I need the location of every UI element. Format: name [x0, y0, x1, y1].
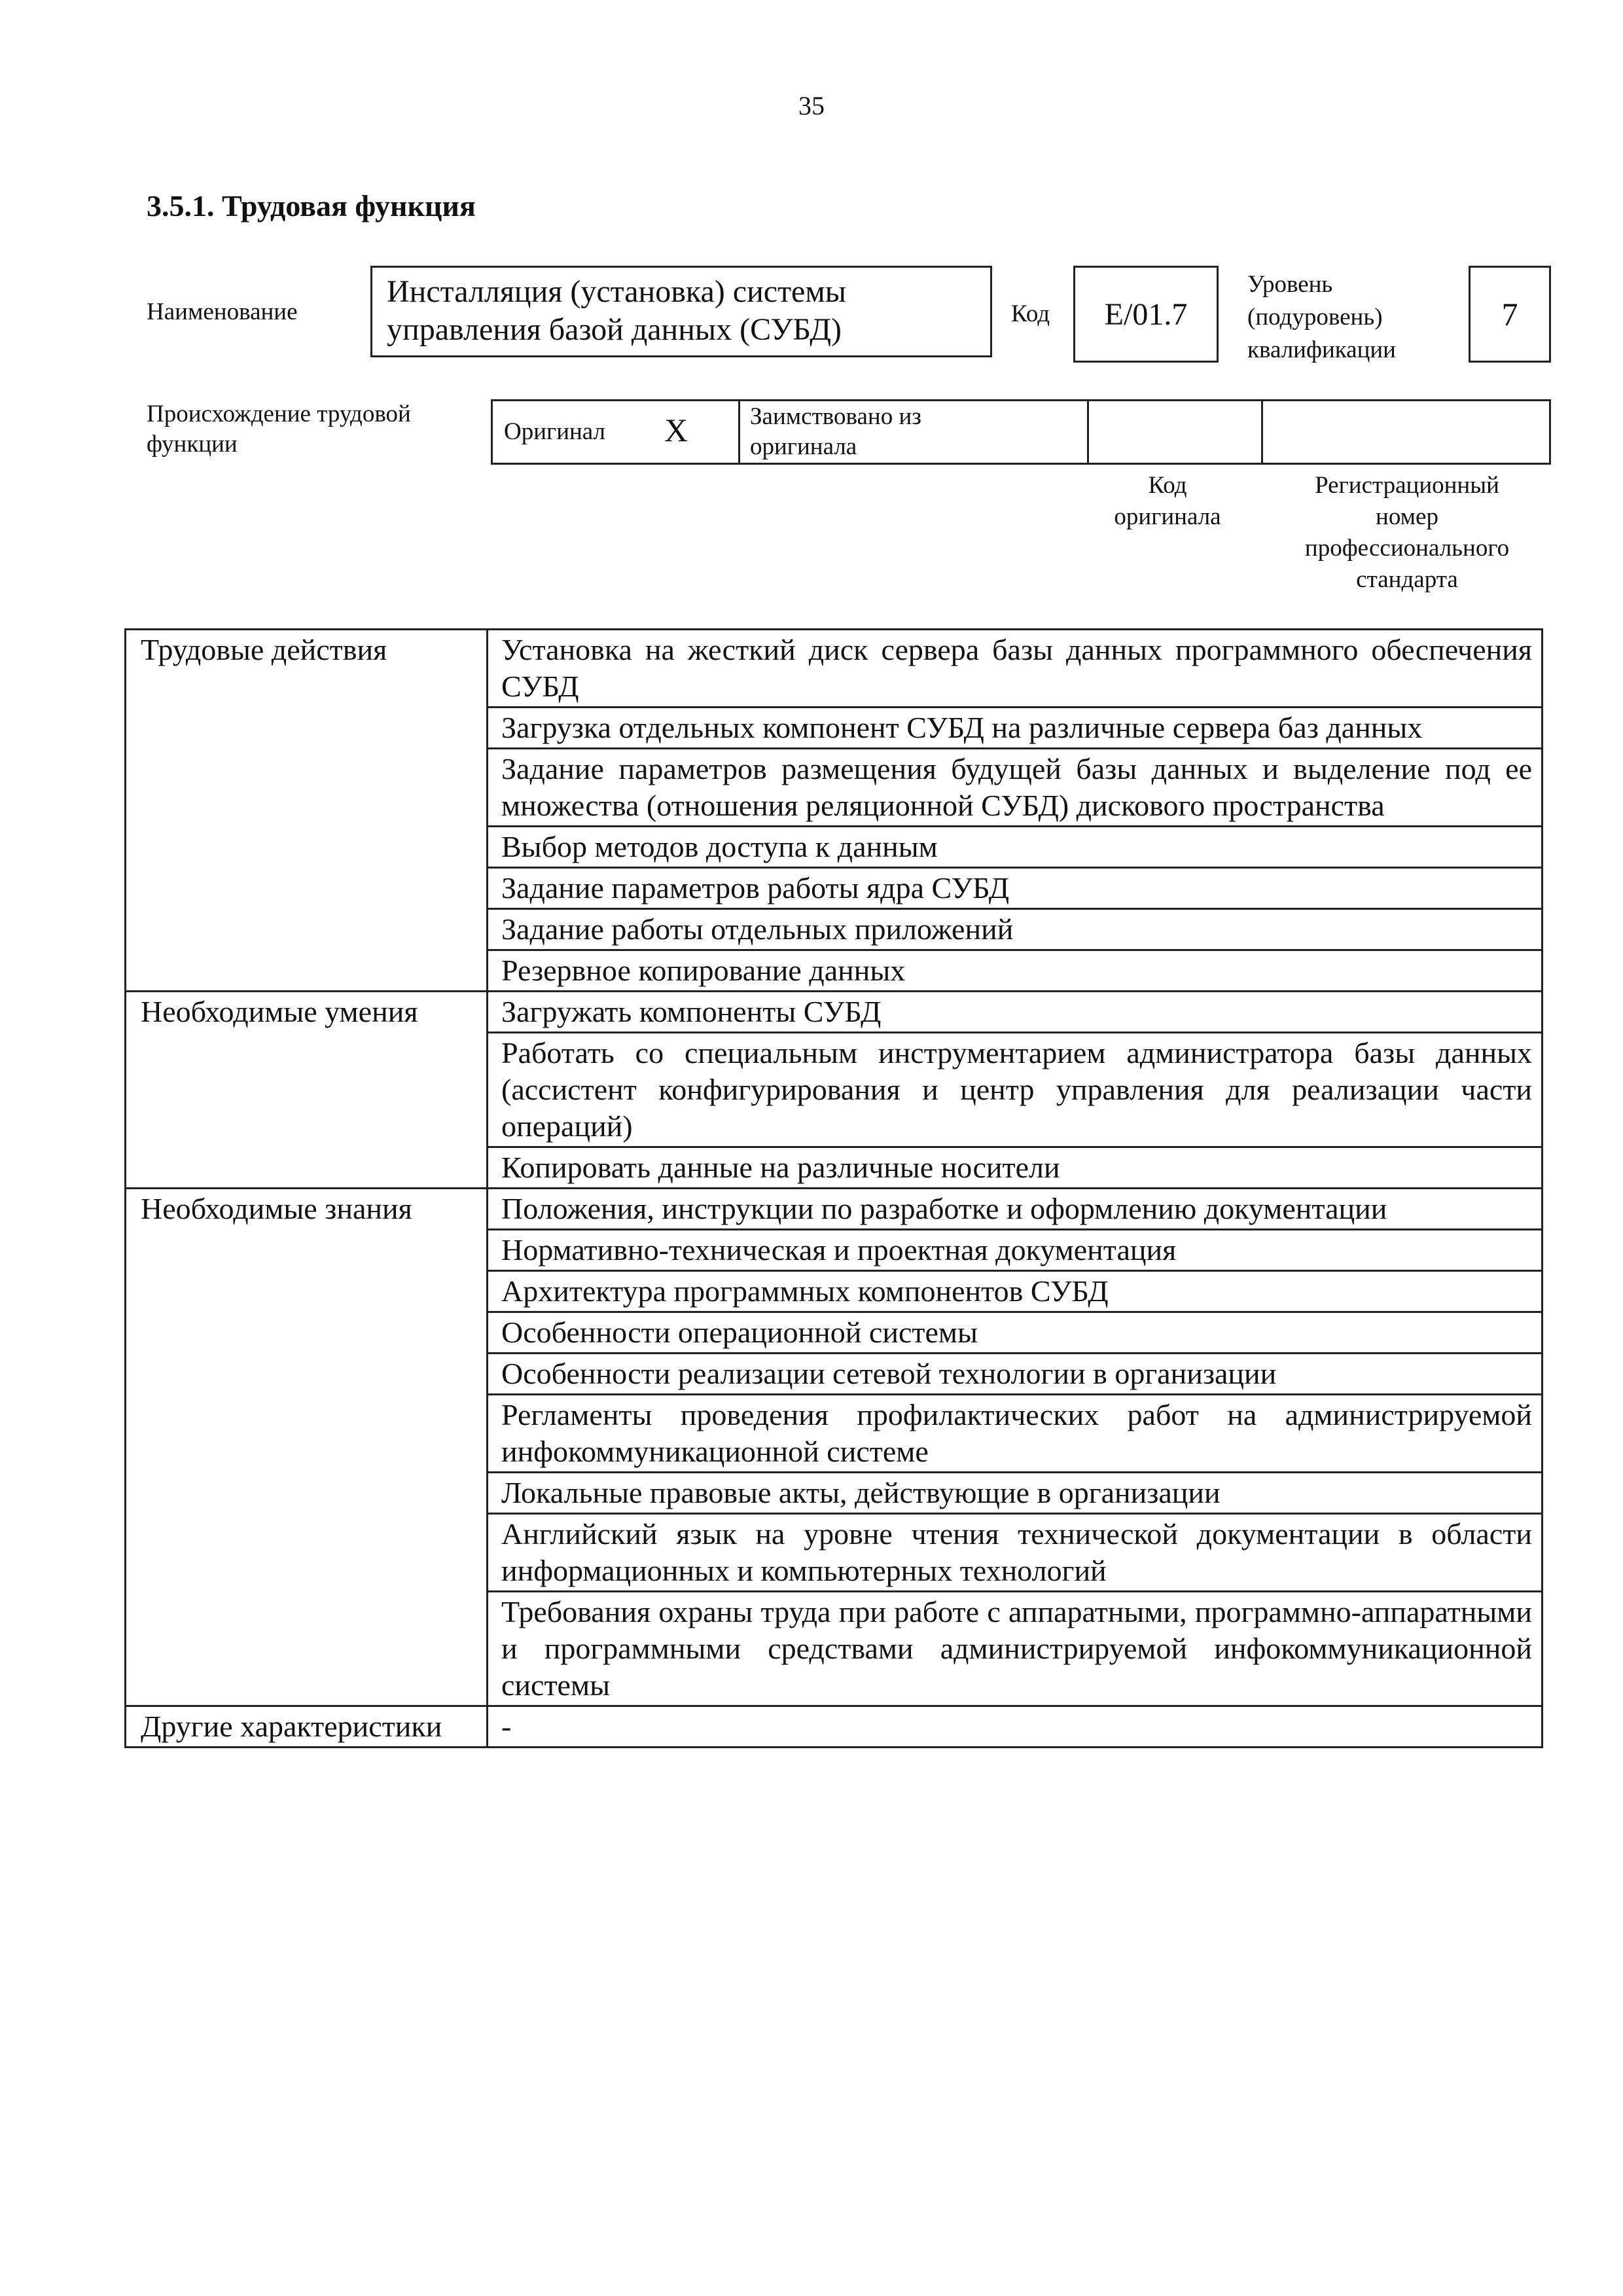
knowledge-item: Английский язык на уровне чтения технической документации в области информационных и компьютерных технологий — [488, 1514, 1543, 1592]
knowledge-item: Особенности операционной системы — [488, 1312, 1543, 1354]
labor-action-item: Задание параметров размещения будущей базы данных и выделение под ее множества (отношения реляционной СУБД) дискового пространства — [488, 749, 1543, 827]
name-label: Наименование — [147, 298, 298, 325]
other-characteristics-label: Другие характеристики — [126, 1706, 488, 1748]
function-name-box — [370, 266, 992, 357]
labor-action-item: Установка на жесткий диск сервера базы данных программного обеспечения СУБД — [488, 630, 1543, 708]
labor-action-item: Резервное копирование данных — [488, 950, 1543, 992]
other-characteristics-value: - — [488, 1706, 1543, 1748]
function-name-line1: Инсталляция (установка) системы — [387, 274, 846, 309]
knowledge-item: Особенности реализации сетевой технологии в организации — [488, 1354, 1543, 1395]
skill-item: Копировать данные на различные носители — [488, 1147, 1543, 1189]
labor-action-item: Задание работы отдельных приложений — [488, 909, 1543, 950]
required-skills-label: Необходимые умения — [126, 992, 488, 1189]
required-knowledge-label: Необходимые знания — [126, 1189, 488, 1706]
caption-reg-line2: номер — [1376, 503, 1438, 530]
caption-reg-line1: Регистрационный — [1315, 472, 1499, 499]
knowledge-item: Нормативно-техническая и проектная документация — [488, 1230, 1543, 1271]
code-label: Код — [1011, 300, 1050, 327]
level-label — [1247, 268, 1396, 367]
section-title: 3.5.1. Трудовая функция — [147, 189, 476, 223]
skill-item: Работать со специальным инструментарием администратора базы данных (ассистент конфигурирования и центр управления для реализации части операций) — [488, 1033, 1543, 1147]
labor-action-item: Загрузка отдельных компонент СУБД на различные сервера баз данных — [488, 708, 1543, 749]
origin-borrowed-line2: оригинала — [750, 433, 857, 460]
labor-action-item: Задание параметров работы ядра СУБД — [488, 868, 1543, 909]
caption-code-line2: оригинала — [1114, 503, 1221, 530]
caption-reg-line4: стандарта — [1356, 566, 1458, 593]
origin-code-cell — [1089, 401, 1263, 463]
knowledge-item: Положения, инструкции по разработке и оформлению документации — [488, 1189, 1543, 1230]
caption-code-line1: Код — [1148, 472, 1187, 499]
level-label-line3: квалификации — [1247, 336, 1396, 363]
caption-registration-number — [1263, 470, 1551, 596]
level-label-line2: (подуровень) — [1247, 304, 1383, 331]
origin-original-mark: X — [664, 412, 688, 448]
origin-label-line2: функции — [147, 431, 238, 457]
labor-actions-label: Трудовые действия — [126, 630, 488, 992]
labor-action-item: Выбор методов доступа к данным — [488, 827, 1543, 868]
code-value-box: E/01.7 — [1073, 266, 1219, 363]
table-row — [126, 992, 1543, 1033]
origin-label — [147, 399, 474, 459]
table-row — [126, 1706, 1543, 1748]
table-row — [126, 1189, 1543, 1230]
knowledge-item: Локальные правовые акты, действующие в организации — [488, 1473, 1543, 1514]
knowledge-item: Архитектура программных компонентов СУБД — [488, 1271, 1543, 1312]
caption-reg-line3: профессионального — [1304, 535, 1510, 562]
origin-borrowed-line1: Заимствовано из — [750, 403, 921, 430]
level-value-box: 7 — [1469, 266, 1551, 363]
knowledge-item: Требования охраны труда при работе с аппаратными, программно-аппаратными и программными средствами администрируемой инфокоммуникационной системы — [488, 1592, 1543, 1706]
origin-label-line1: Происхождение трудовой — [147, 401, 411, 427]
table-row — [126, 630, 1543, 708]
labor-function-table — [124, 628, 1543, 1748]
skill-item: Загружать компоненты СУБД — [488, 992, 1543, 1033]
knowledge-item: Регламенты проведения профилактических работ на администрируемой инфокоммуникационной системе — [488, 1395, 1543, 1473]
caption-original-code — [1086, 470, 1249, 533]
page-number: 35 — [798, 91, 825, 120]
origin-table — [491, 399, 1551, 465]
function-name-line2: управления базой данных (СУБД) — [387, 312, 842, 347]
level-label-line1: Уровень — [1247, 271, 1333, 298]
origin-original-label: Оригинал — [504, 418, 606, 445]
origin-borrowed-label — [750, 402, 921, 462]
